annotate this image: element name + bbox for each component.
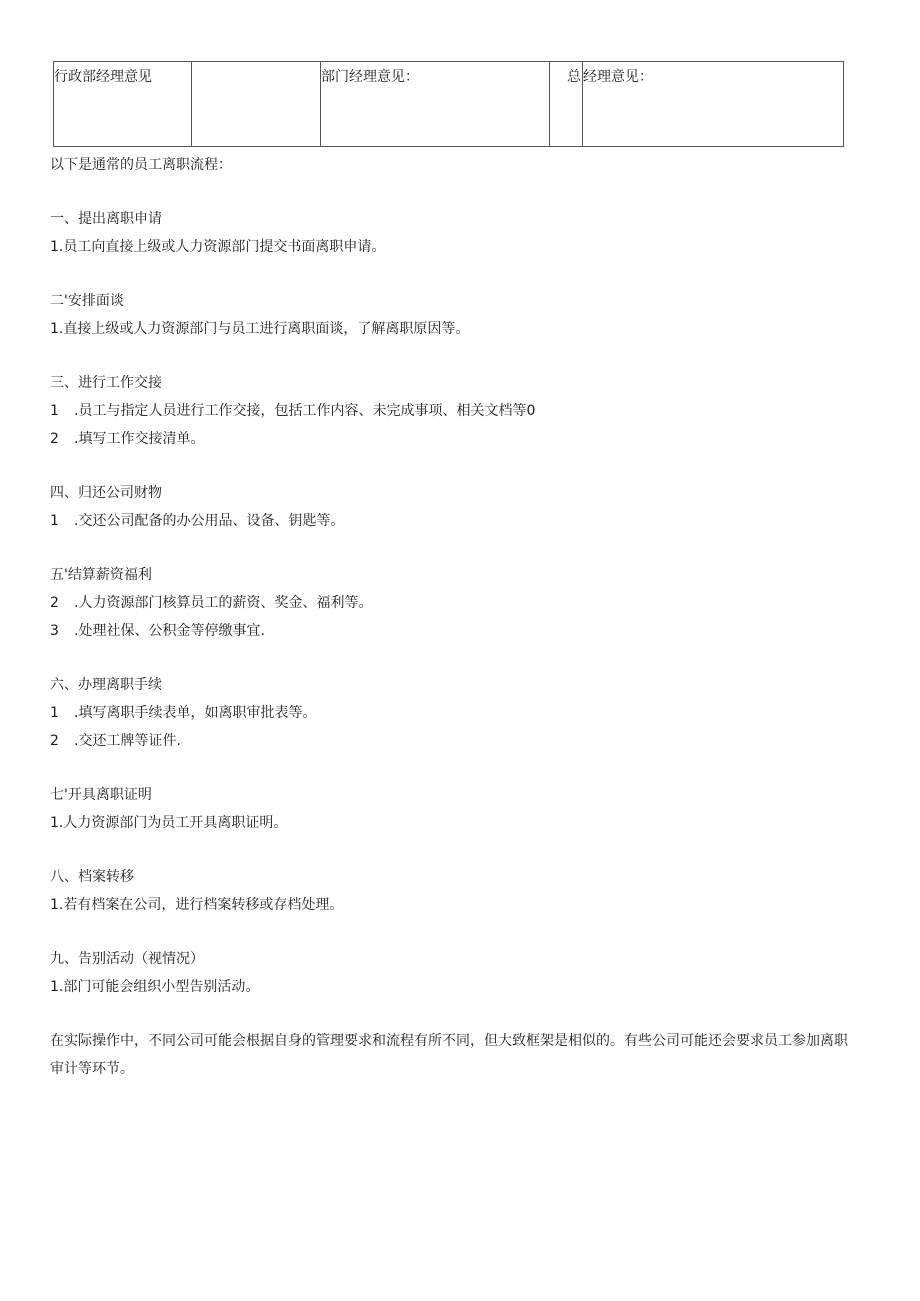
closing-paragraph <box>50 1027 850 1083</box>
section-resignation-procedures <box>50 671 850 755</box>
document-body <box>50 151 850 1083</box>
item-text: 1.人力资源部门为员工开具离职证明。 <box>50 815 288 831</box>
department-manager-opinion-label: 部门经理意见： <box>321 69 419 85</box>
section-heading: 二'安排面谈 <box>50 293 124 309</box>
item-number: 1 <box>50 705 59 721</box>
item-text: 1.若有档案在公司，进行档案转移或存档处理。 <box>50 897 344 913</box>
section-heading: 五'结算薪资福利 <box>50 567 152 583</box>
section-archive-transfer <box>50 863 850 919</box>
item-number: 1 <box>50 513 59 529</box>
general-prefix-cell <box>550 62 583 147</box>
section-heading: 三、进行工作交接 <box>50 375 162 391</box>
item-text: 1.部门可能会组织小型告别活动。 <box>50 979 260 995</box>
section-item <box>50 809 850 837</box>
section-item <box>50 425 850 453</box>
admin-manager-opinion-field <box>192 62 321 147</box>
section-work-handover <box>50 369 850 453</box>
general-manager-opinion-cell <box>583 62 844 147</box>
approval-row <box>54 62 844 147</box>
item-text: .处理社保、公积金等停缴事宜. <box>74 623 265 639</box>
item-number: 1 <box>50 403 59 419</box>
section-return-property <box>50 479 850 535</box>
section-farewell <box>50 945 850 1001</box>
closing-text: 在实际操作中，不同公司可能会根据自身的管理要求和流程有所不同，但大致框架是相似的。有些公司可能还会要求员工参加离职审计等环节。 <box>50 1033 848 1077</box>
section-arrange-interview <box>50 287 850 343</box>
section-heading: 七'开具离职证明 <box>50 787 152 803</box>
intro-text: 以下是通常的员工离职流程： <box>50 157 232 173</box>
item-text: 1.员工向直接上级或人力资源部门提交书面离职申请。 <box>50 239 386 255</box>
item-text: .填写离职手续表单，如离职审批表等。 <box>74 705 317 721</box>
item-text: .填写工作交接清单。 <box>74 431 205 447</box>
item-text: .人力资源部门核算员工的薪资、奖金、福利等。 <box>74 595 373 611</box>
admin-manager-opinion-label: 行政部经理意见 <box>54 69 152 85</box>
item-number: 3 <box>50 623 59 639</box>
item-text: .交还工牌等证件. <box>74 733 181 749</box>
section-heading: 八、档案转移 <box>50 869 134 885</box>
item-number: 2 <box>50 431 59 447</box>
section-heading: 九、告别活动（视情况） <box>50 951 204 967</box>
item-number: 2 <box>50 595 59 611</box>
section-settle-salary <box>50 561 850 645</box>
general-manager-opinion-label: 经理意见： <box>583 69 653 85</box>
admin-manager-opinion-label-cell <box>54 62 192 147</box>
item-text: .交还公司配备的办公用品、设备、钥匙等。 <box>74 513 345 529</box>
item-text: .员工与指定人员进行工作交接，包括工作内容、未完成事项、相关文档等0 <box>74 403 536 419</box>
item-text: 1.直接上级或人力资源部门与员工进行离职面谈，了解离职原因等。 <box>50 321 470 337</box>
section-item <box>50 699 850 727</box>
section-item <box>50 891 850 919</box>
section-heading: 四、归还公司财物 <box>50 485 162 501</box>
section-item <box>50 233 850 261</box>
section-item <box>50 397 850 425</box>
section-heading: 六、办理离职手续 <box>50 677 162 693</box>
section-item <box>50 507 850 535</box>
general-prefix-label: 总 <box>567 69 581 85</box>
section-submit-resignation <box>50 205 850 261</box>
section-item <box>50 315 850 343</box>
section-item <box>50 727 850 755</box>
approval-table <box>53 61 844 147</box>
section-item <box>50 973 850 1001</box>
department-manager-opinion-cell <box>321 62 550 147</box>
section-item <box>50 617 850 645</box>
item-number: 2 <box>50 733 59 749</box>
section-resignation-certificate <box>50 781 850 837</box>
section-item <box>50 589 850 617</box>
section-heading: 一、提出离职申请 <box>50 211 162 227</box>
